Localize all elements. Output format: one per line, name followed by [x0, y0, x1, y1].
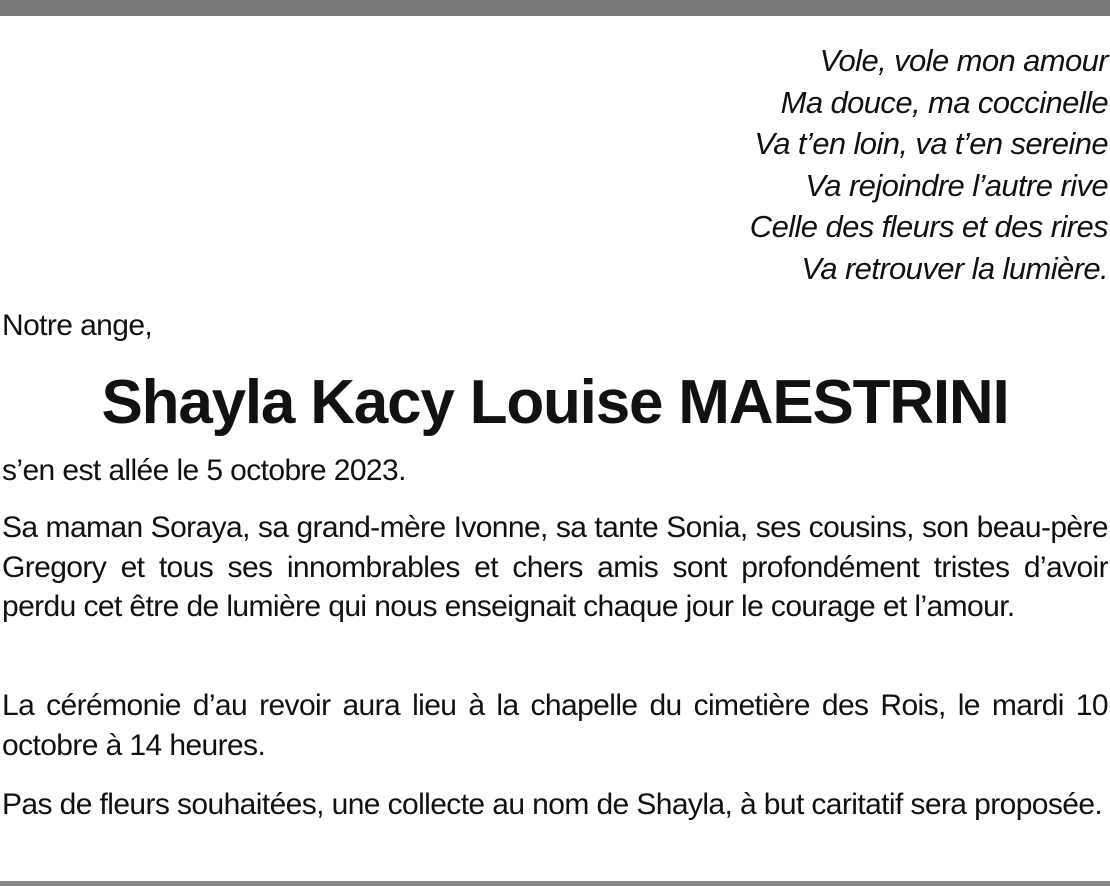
poem — [750, 40, 1108, 289]
bottom-rule — [0, 881, 1110, 886]
poem-line: Va rejoindre l’autre rive — [805, 167, 1108, 203]
poem-line: Celle des fleurs et des rires — [749, 209, 1108, 244]
donation-paragraph: Pas de fleurs souhaitées, une collecte au nom de Shayla, à but caritatif sera proposée. — [2, 788, 1103, 821]
ceremony-paragraph: La cérémonie d’au revoir aura lieu à la chapelle du cimetière des Rois, le mardi 10 octobre à 14 heures. — [2, 689, 1108, 762]
poem-line: Va retrouver la lumière. — [801, 250, 1108, 286]
top-rule — [0, 0, 1110, 16]
poem-line: Vole, vole mon amour — [819, 43, 1108, 78]
poem-line: Ma douce, ma coccinelle — [780, 84, 1108, 120]
family-paragraph: Sa maman Soraya, sa grand-mère Ivonne, sa tante Sonia, ses cousins, son beau-père Gregory et tous ses innombrables et chers amis sont profondément tristes d’avoir perdu cet être de lumière qui nous enseignait chaque jour le courage et l’amour. — [2, 511, 1108, 623]
date-of-passing: s’en est allée le 5 octobre 2023. — [2, 454, 406, 487]
deceased-name: Shayla Kacy Louise MAESTRINI — [101, 368, 1009, 437]
poem-line: Va t’en loin, va t’en sereine — [754, 126, 1108, 161]
intro-text: Notre ange, — [2, 309, 153, 342]
